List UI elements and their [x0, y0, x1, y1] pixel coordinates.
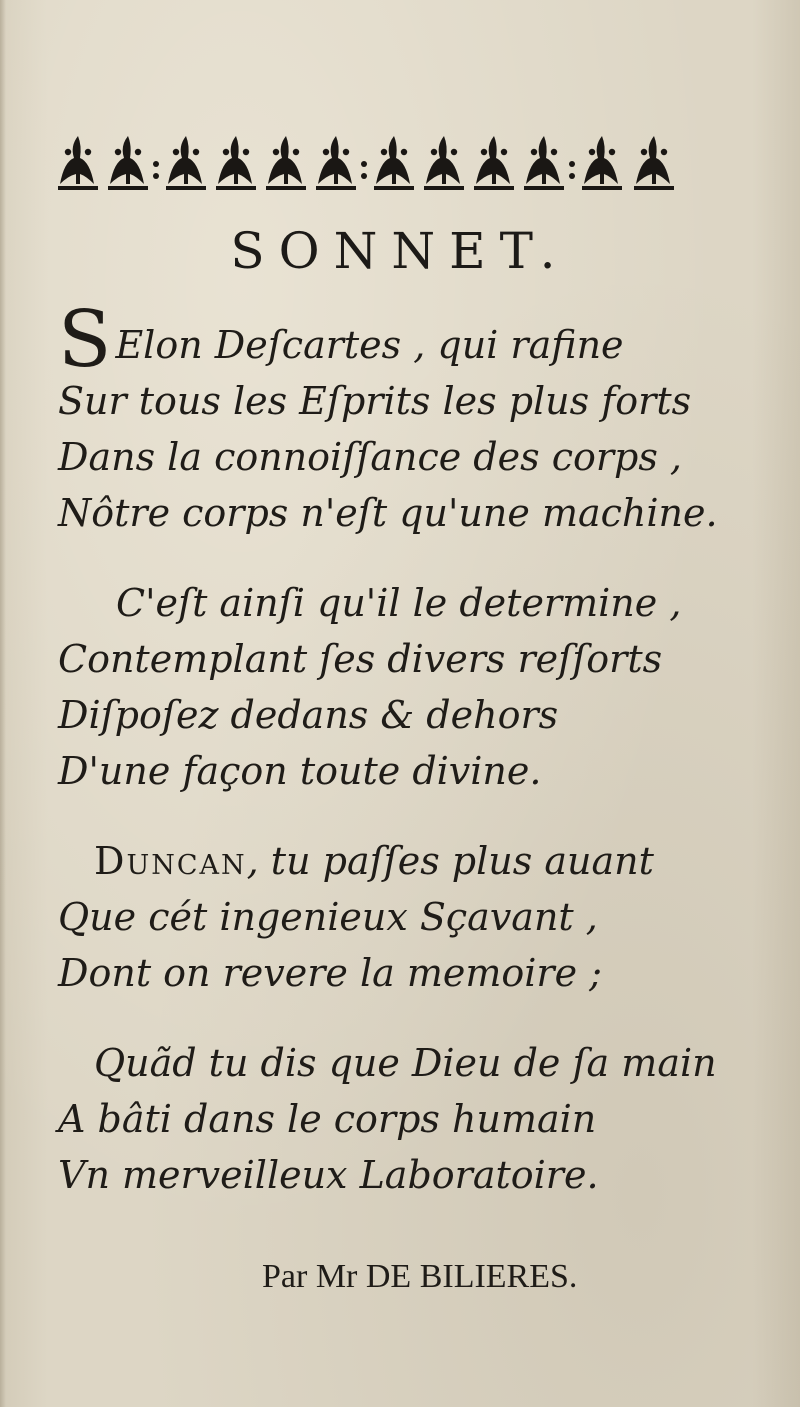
- verse-line: Contemplant ſes divers reſſorts: [58, 637, 663, 681]
- page-edge: [0, 0, 6, 1407]
- name-duncan: Duncan: [94, 839, 247, 883]
- verse-line: Nôtre corps n'eſt qu'une machine.: [58, 491, 718, 535]
- verse-line: C'eſt ainſi qu'il le determine ,: [116, 581, 682, 625]
- author-signature: Par Mr DE BILIERES.: [262, 1258, 578, 1295]
- stanza-2: [58, 575, 758, 799]
- fleuron-ornament-band: [58, 132, 684, 192]
- verse-line: Sur tous les Eſprits les plus forts: [58, 379, 692, 423]
- verse-line: Dont on revere la memoire ;: [58, 951, 602, 995]
- stanza-3: [58, 833, 758, 1001]
- drop-capital: S: [58, 295, 112, 385]
- stanza-4: [58, 1035, 758, 1203]
- stanza-1: [58, 295, 758, 541]
- verse-line: Quãd tu dis que Dieu de ſa main: [94, 1041, 717, 1085]
- verse-line: S Elon Deſcartes , qui rafine: [58, 295, 624, 385]
- verse-line: A bâti dans le corps humain: [58, 1097, 597, 1141]
- verse-line: Que cét ingenieux Sçavant ,: [58, 895, 598, 939]
- page-title: SONNET.: [230, 222, 570, 280]
- verse-line: Dans la connoiſſance des corps ,: [58, 435, 683, 479]
- verse-line: Diſpoſez dedans & dehors: [58, 693, 559, 737]
- verse-line: D'une façon toute divine.: [58, 749, 542, 793]
- sonnet-poem: [58, 295, 758, 1237]
- verse-line: Duncan, tu paſſes plus auant: [94, 839, 654, 883]
- verse-line: Vn merveilleux Laboratoire.: [58, 1153, 599, 1197]
